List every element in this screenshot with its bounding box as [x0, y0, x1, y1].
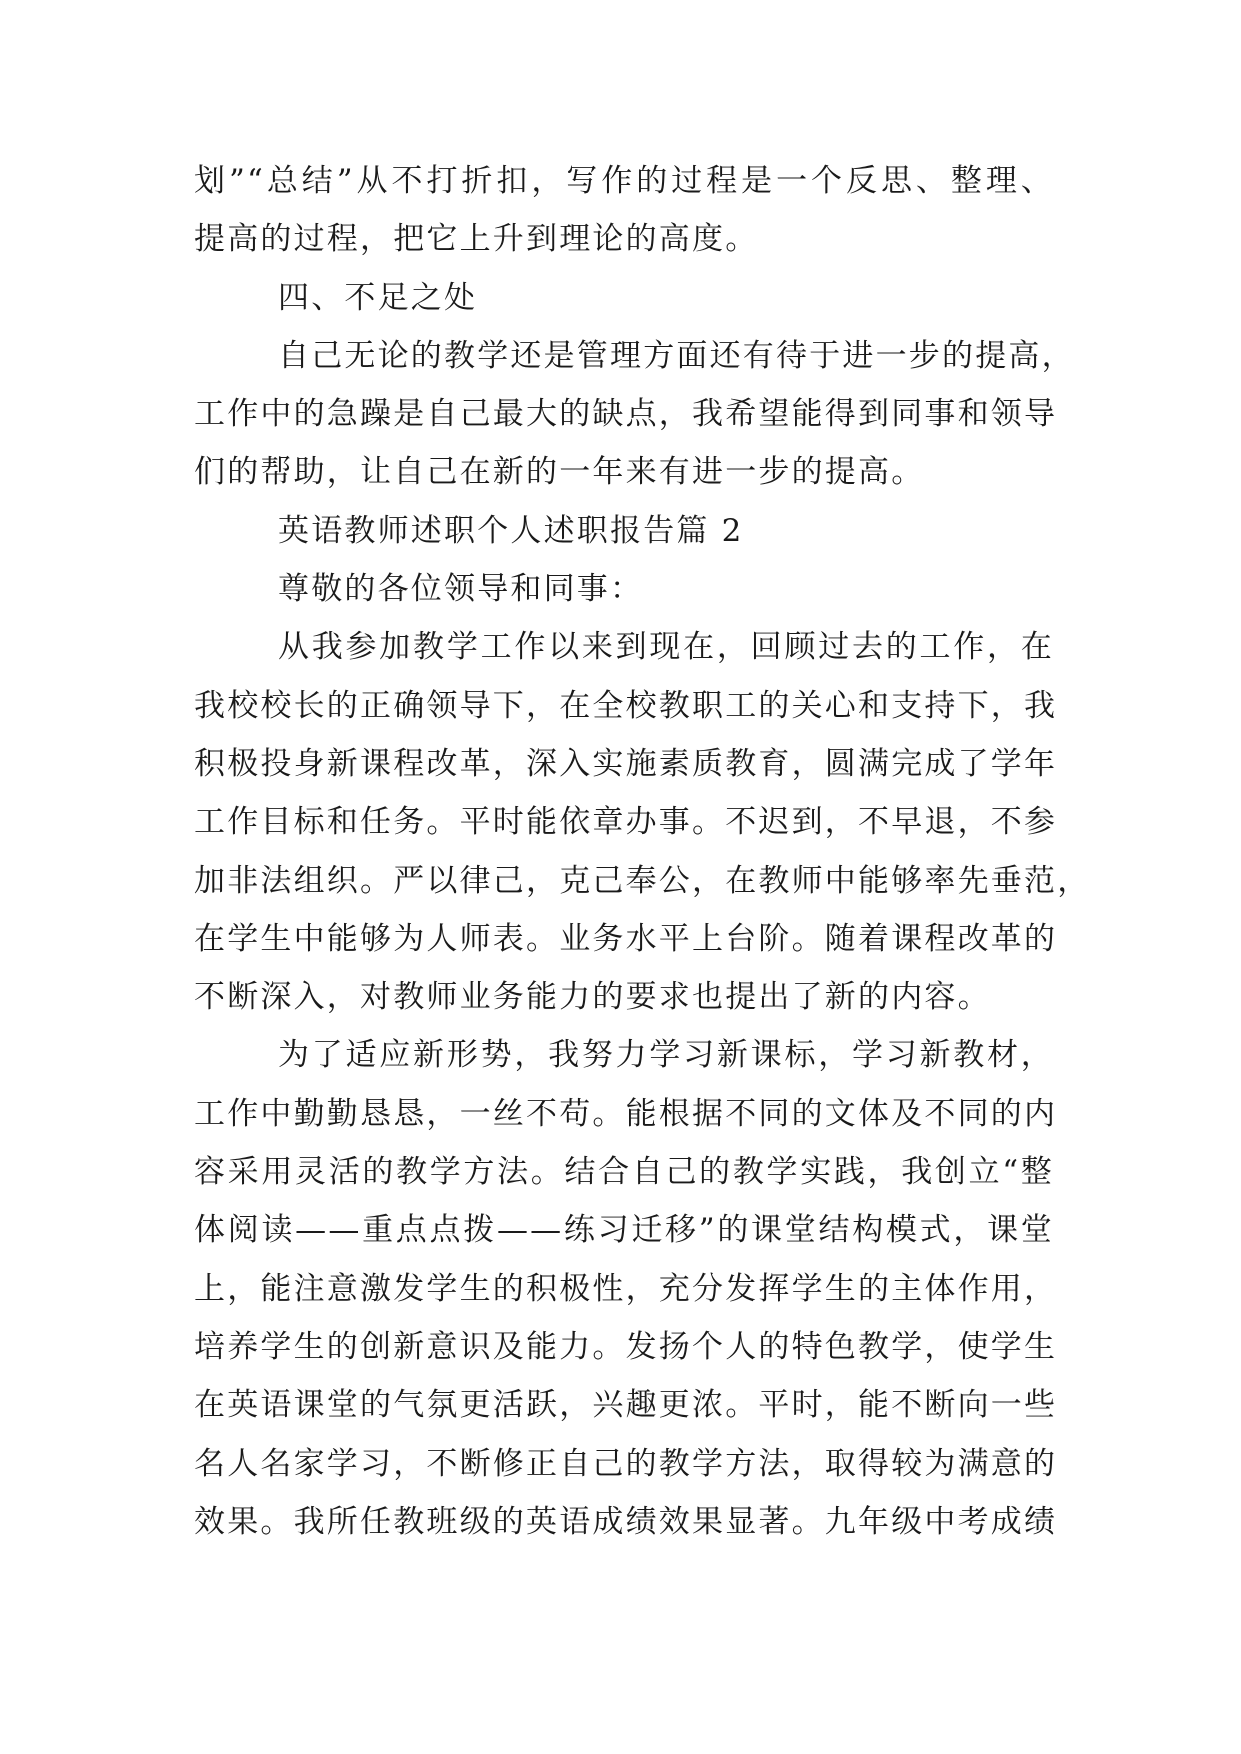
text-line: 自己无论的教学还是管理方面还有待于进一步的提高， [278, 337, 1075, 374]
text-line: 英语教师述职个人述职报告篇 2 [278, 512, 744, 549]
text-line: 划”“总结”从不打折扣，写作的过程是一个反思、整理、 [194, 163, 1054, 199]
text-line: 工作中勤勤恳恳，一丝不苟。能根据不同的文体及不同的内 [194, 1095, 1058, 1132]
text-line: 四、不足之处 [278, 279, 478, 316]
text-line: 积极投身新课程改革，深入实施素质教育，圆满完成了学年 [194, 745, 1058, 782]
text-line: 们的帮助，让自己在新的一年来有进一步的提高。 [194, 454, 925, 491]
text-line: 不断深入，对教师业务能力的要求也提出了新的内容。 [194, 979, 991, 1016]
text-line: 工作中的急躁是自己最大的缺点，我希望能得到同事和领导 [194, 396, 1058, 433]
text-line: 效果。我所任教班级的英语成绩效果显著。九年级中考成绩 [194, 1503, 1058, 1540]
text-line: 容采用灵活的教学方法。结合自己的教学实践，我创立“整 [194, 1154, 1054, 1191]
text-line: 体阅读——重点点拨——练习迁移”的课堂结构模式，课堂 [194, 1212, 1054, 1249]
text-line: 培养学生的创新意识及能力。发扬个人的特色教学，使学生 [194, 1328, 1058, 1365]
text-line: 在英语课堂的气氛更活跃，兴趣更浓。平时，能不断向一些 [194, 1387, 1058, 1424]
text-line: 提高的过程，把它上升到理论的高度。 [194, 221, 759, 258]
text-line: 尊敬的各位领导和同事： [278, 571, 644, 608]
text-line: 工作目标和任务。平时能依章办事。不迟到，不早退，不参 [194, 804, 1058, 841]
text-line: 上，能注意激发学生的积极性，充分发挥学生的主体作用， [194, 1270, 1058, 1307]
text-line: 我校校长的正确领导下，在全校教职工的关心和支持下，我 [194, 687, 1058, 724]
text-line: 加非法组织。严以律己，克己奉公，在教师中能够率先垂范， [194, 862, 1091, 899]
body-text [194, 152, 1091, 1551]
text-line: 名人名家学习，不断修正自己的教学方法，取得较为满意的 [194, 1445, 1058, 1482]
text-line: 在学生中能够为人师表。业务水平上台阶。随着课程改革的 [194, 920, 1058, 957]
text-line: 从我参加教学工作以来到现在，回顾过去的工作，在 [278, 629, 1054, 666]
text-line: 为了适应新形势，我努力学习新课标，学习新教材， [278, 1037, 1054, 1074]
